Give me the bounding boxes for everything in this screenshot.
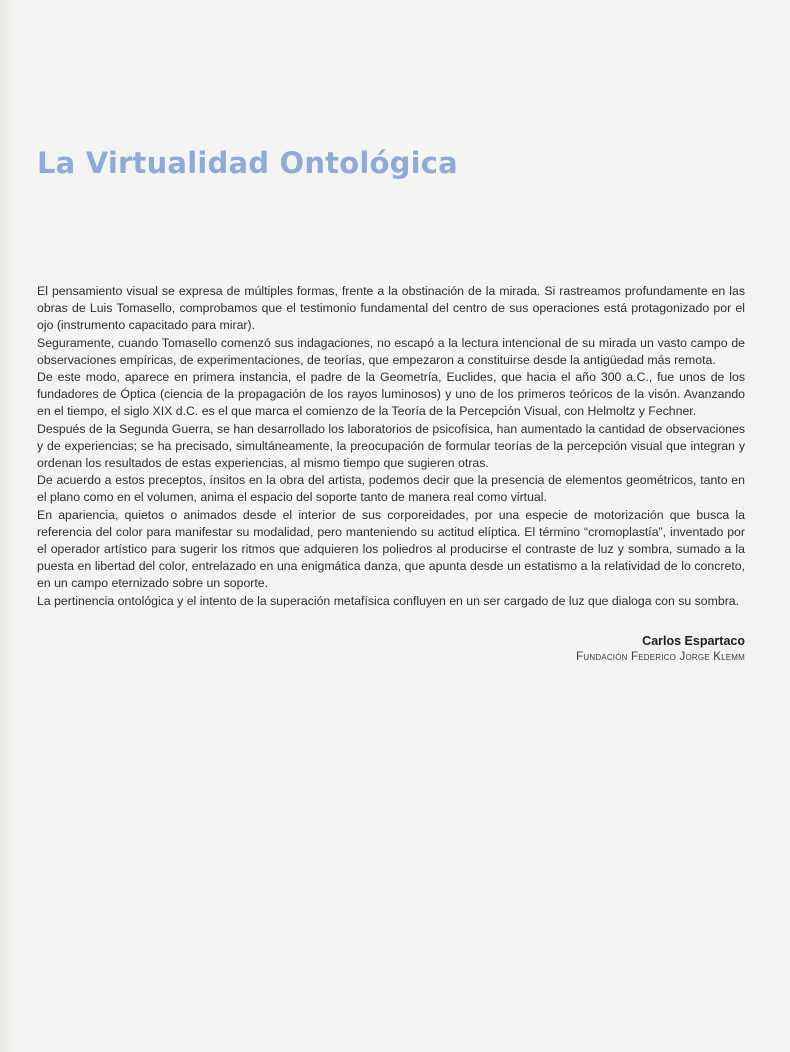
paragraph: De acuerdo a estos preceptos, ínsitos en la obra del artista, podemos decir que la presencia de elementos geométricos, tanto en el plano como en el volumen, anima el espacio del soporte tanto de manera real como virtual. bbox=[37, 473, 745, 505]
paragraph: En apariencia, quietos o animados desde el interior de sus corporeidades, por una especie de motorización que busca la referencia del color para manifestar su modalidad, pero manteniendo su actitud elíptica. El término “cromoplastía”, inventado por el operador artístico para sugerir los ritmos que adquieren los poliedros al producirse el contraste de luz y sombra, sumado a la puesta en libertad del color, entrelazado en una enigmática danza, que apunta desde un estatismo a la relatividad de lo concreto, en un campo eternizado sobre un soporte. bbox=[37, 507, 745, 591]
paragraph: Seguramente, cuando Tomasello comenzó sus indagaciones, no escapó a la lectura intencional de su mirada un vasto campo de observaciones empíricas, de experimentaciones, de teorías, que empezaron a constituirse desde la antigüedad más remota. bbox=[37, 335, 745, 367]
paragraph: La pertinencia ontológica y el intento de la superación metafísica confluyen en un ser cargado de luz que dialoga con su sombra. bbox=[37, 593, 740, 608]
paragraph: Después de la Segunda Guerra, se han desarrollado los laboratorios de psicofísica, han aumentado la cantidad de observaciones y de experiencias; se ha precisado, simultáneamente, la preocupación de formular teorías de la percepción visual que integran y ordenan los resultados de estas experiencias, al mismo tiempo que sugieren otras. bbox=[37, 421, 745, 471]
signature-block bbox=[576, 633, 745, 665]
paragraph: De este modo, aparece en primera instancia, el padre de la Geometría, Euclides, que hacia el año 300 a.C., fue unos de los fundadores de Óptica (ciencia de la propagación de los rayos luminosos) y uno de los primeros teóricos de la visón. Avanzando en el tiempo, el siglo XIX d.C. es el que marca el comienzo de la Teoría de la Percepción Visual, con Helmoltz y Fechner. bbox=[37, 370, 745, 419]
page-title: La Virtualidad Ontológica bbox=[37, 146, 458, 180]
article-body bbox=[37, 283, 745, 610]
author-organization: Fundación Federico Jorge Klemm bbox=[576, 651, 745, 663]
author-name: Carlos Espartaco bbox=[642, 634, 745, 648]
paragraph: El pensamiento visual se expresa de múltiples formas, frente a la obstinación de la mirada. Si rastreamos profundamente en las obras de Luis Tomasello, comprobamos que el testimonio fundamental del centro de sus operaciones está protagonizado por el ojo (instrumento capacitado para mirar). bbox=[37, 284, 745, 333]
